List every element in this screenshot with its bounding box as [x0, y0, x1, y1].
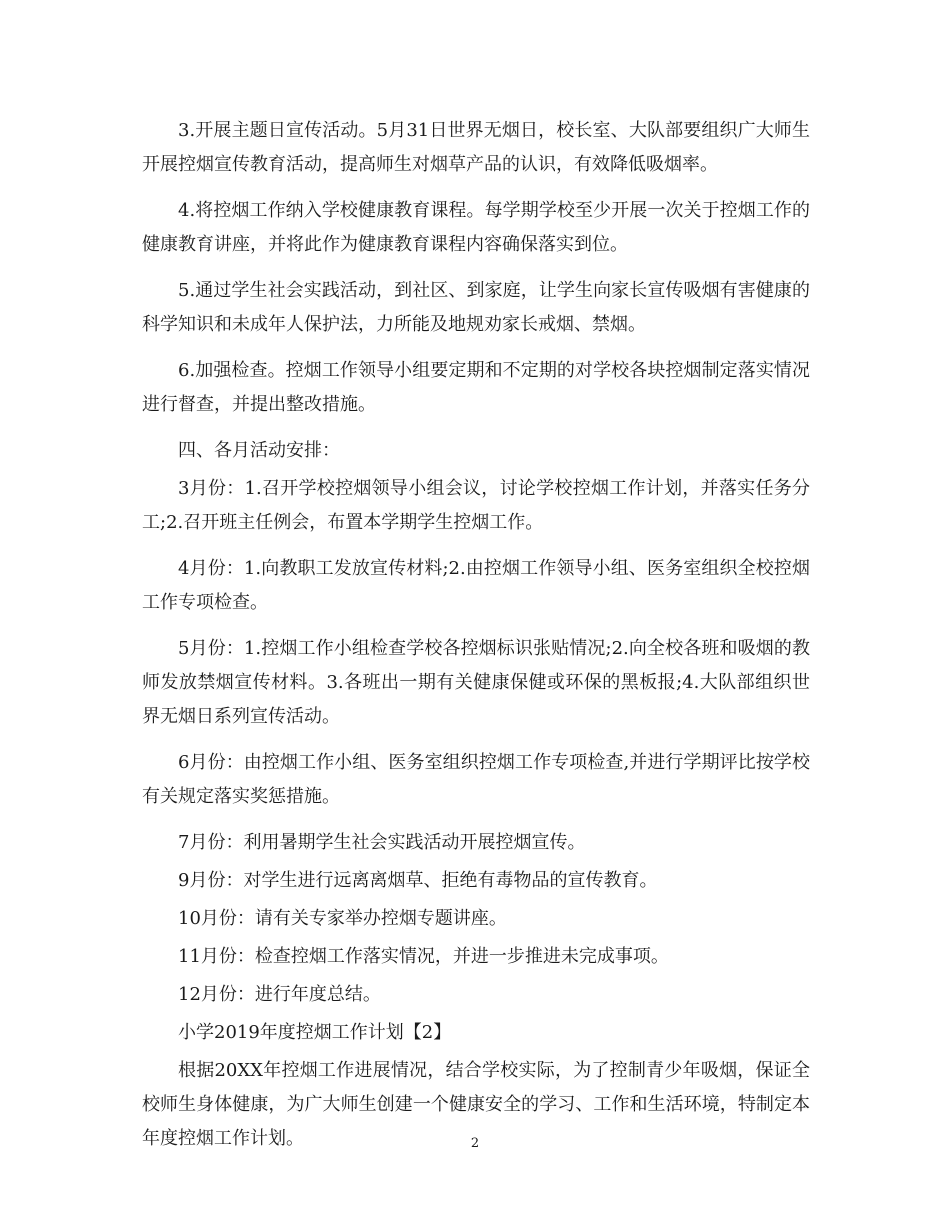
month-may: 5月份：1.控烟工作小组检查学校各控烟标识张贴情况;2.向全校各班和吸烟的教师发放禁烟宣传材料。3.各班出一期有关健康保健或环保的黑板报;4.大队部组织世界无烟日系列宣传活动。	[142, 638, 810, 727]
paragraph-item-5: 5.通过学生社会实践活动，到社区、到家庭，让学生向家长宣传吸烟有害健康的科学知识和未成年人保护法，力所能及地规劝家长戒烟、禁烟。	[142, 280, 810, 335]
month-march: 3月份：1.召开学校控烟领导小组会议，讨论学校控烟工作计划，并落实任务分工;2.召开班主任例会，布置本学期学生控烟工作。	[142, 478, 810, 533]
month-december: 12月份：进行年度总结。	[178, 984, 381, 1005]
month-september: 9月份：对学生进行远离离烟草、拒绝有毒物品的宣传教育。	[178, 870, 658, 891]
paragraph-item-3: 3.开展主题日宣传活动。5月31日世界无烟日，校长室、大队部要组织广大师生开展控烟宣传教育活动，提高师生对烟草产品的认识，有效降低吸烟率。	[142, 120, 810, 175]
month-april: 4月份：1.向教职工发放宣传材料;2.由控烟工作领导小组、医务室组织全校控烟工作专项检查。	[142, 558, 810, 613]
page-number: 2	[470, 1136, 480, 1151]
paragraph-item-4: 4.将控烟工作纳入学校健康教育课程。每学期学校至少开展一次关于控烟工作的健康教育讲座，并将此作为健康教育课程内容确保落实到位。	[142, 200, 810, 255]
document-body	[142, 114, 810, 1168]
section-heading-monthly-schedule: 四、各月活动安排：	[178, 440, 340, 461]
month-october: 10月份：请有关专家举办控烟专题讲座。	[178, 908, 507, 929]
month-july: 7月份：利用暑期学生社会实践活动开展控烟宣传。	[178, 832, 586, 853]
month-june: 6月份：由控烟工作小组、医务室组织控烟工作专项检查,并进行学期评比按学校有关规定落实奖惩措施。	[142, 752, 810, 807]
intro-paragraph: 根据20XX年控烟工作进展情况，结合学校实际，为了控制青少年吸烟，保证全校师生身体健康，为广大师生创建一个健康安全的学习、工作和生活环境，特制定本年度控烟工作计划。	[142, 1060, 810, 1149]
paragraph-item-6: 6.加强检查。控烟工作领导小组要定期和不定期的对学校各块控烟制定落实情况进行督查，并提出整改措施。	[142, 360, 810, 415]
plan-title-2: 小学2019年度控烟工作计划【2】	[178, 1022, 452, 1043]
month-november: 11月份：检查控烟工作落实情况，并进一步推进未完成事项。	[178, 946, 669, 967]
